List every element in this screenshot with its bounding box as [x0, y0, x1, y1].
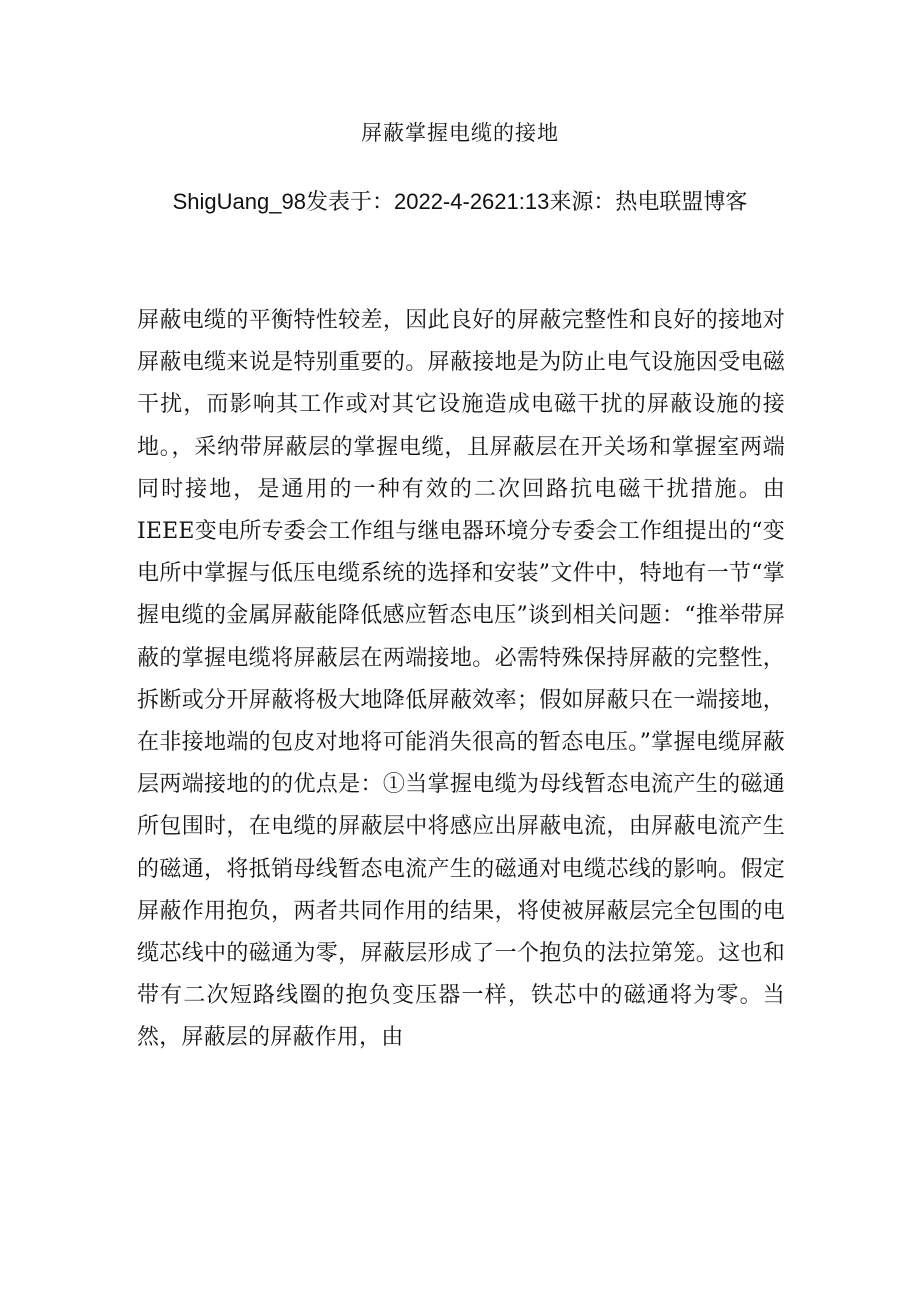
post-datetime: 2022-4-2621:13	[393, 189, 550, 214]
posted-label: 发表于：	[305, 190, 394, 215]
article-body: 屏蔽电缆的平衡特性较差，因此良好的屏蔽完整性和良好的接地对屏蔽电缆来说是特别重要的。屏蔽接地是为防止电气设施因受电磁干扰，而影响其工作或对其它设施造成电磁干扰的屏蔽设施的接地。，采纳带屏蔽层的掌握电缆，且屏蔽层在开关场和掌握室两端同时接地，是通用的一种有效的二次回路抗电磁干扰措施。由IEEE变电所专委会工作组与继电器环境分专委会工作组提出的“变电所中掌握与低压电缆系统的选择和安装”文件中，特地有一节“掌握电缆的金属屏蔽能降低感应暂态电压”谈到相关问题：“推举带屏蔽的掌握电缆将屏蔽层在两端接地。必需特殊保持屏蔽的完整性，拆断或分开屏蔽将极大地降低屏蔽效率；假如屏蔽只在一端接地，在非接地端的包皮对地将可能消失很高的暂态电压。”掌握电缆屏蔽层两端接地的的优点是：①当掌握电缆为母线暂态电流产生的磁通所包围时，在电缆的屏蔽层中将感应出屏蔽电流，由屏蔽电流产生的磁通，将抵销母线暂态电流产生的磁通对电缆芯线的影响。假定屏蔽作用抱负，两者共同作用的结果，将使被屏蔽层完全包围的电缆芯线中的磁通为零，屏蔽层形成了一个抱负的法拉第笼。这也和带有二次短路线圈的抱负变压器一样，铁芯中的磁通将为零。当然，屏蔽层的屏蔽作用，由	[137, 308, 785, 1051]
page-title: 屏蔽掌握电缆的接地	[361, 121, 559, 145]
source-label: 来源：热电联盟博客	[549, 190, 748, 215]
author-name: ShigUang_98	[172, 189, 306, 214]
article-meta	[150, 180, 770, 225]
